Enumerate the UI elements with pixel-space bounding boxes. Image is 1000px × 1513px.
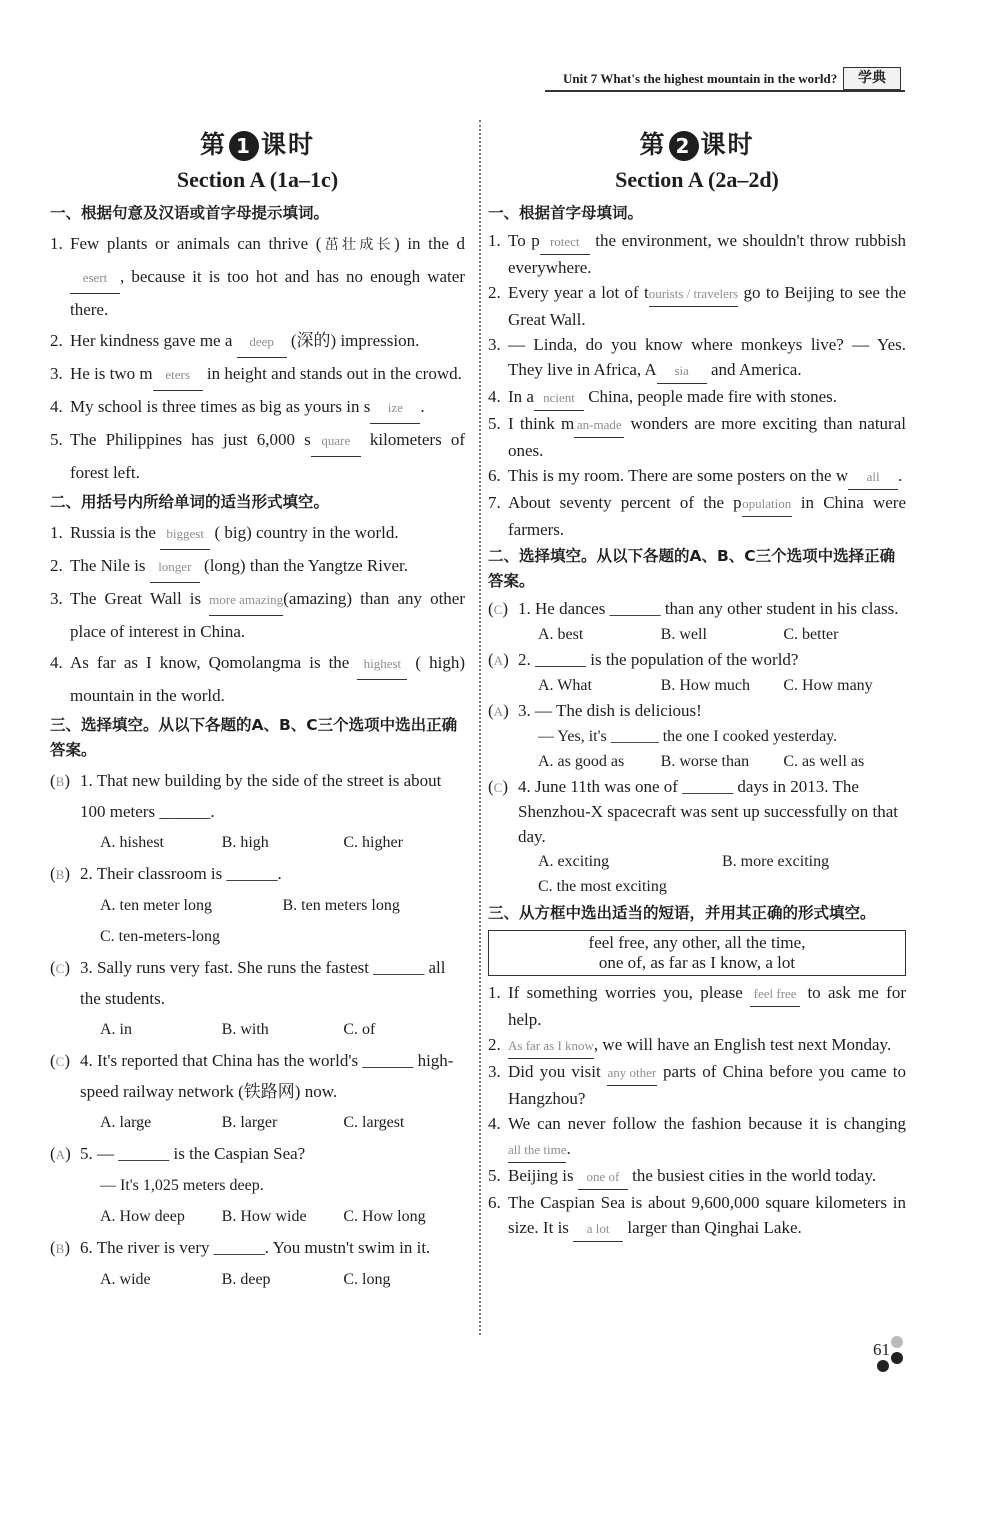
choice-question [50,1045,465,1107]
option: B. ten meters long [282,897,400,914]
choice-question [50,952,465,1014]
answer-letter: B [55,774,65,789]
choice-question [50,1138,465,1170]
question-number: 6. [488,1193,501,1212]
page-number-text: 61 [873,1340,890,1359]
option: C. ten-meters-long [100,928,220,945]
option: B. larger [221,1114,278,1131]
question-text [508,463,906,490]
answer-fill: all [848,464,898,490]
lesson-post: 课时 [261,130,316,159]
question-number: 5. [50,430,63,449]
question-item [488,1163,906,1190]
option: B. with [221,1021,269,1038]
choice-question [488,596,906,622]
choice-question [488,647,906,673]
text-part: As far as I know, Qomolangma is the [70,653,358,672]
choice-question [488,698,906,724]
question-text [70,228,465,325]
question-text [508,1059,906,1111]
question-text [70,424,465,488]
answer-fill: rotect [540,229,590,255]
text-part: Beijing is [508,1166,578,1185]
options-row [50,1170,465,1201]
text-part: The Philippines has just 6,000 s [70,430,311,449]
question-item [50,358,465,391]
options-row [488,673,906,698]
question-item [50,583,465,647]
answer-letter: C [55,1054,65,1069]
answer-slot: (C) [50,1051,71,1070]
text-part: About seventy percent of the p [508,493,742,512]
option: C. better [783,626,839,643]
phrase-line: one of, as far as I know, a lot [598,953,796,972]
question-text: 3. — The dish is delicious! [518,701,702,720]
question-number: 7. [488,493,501,512]
answer-fill: esert [70,262,120,294]
question-item [50,647,465,711]
option: A. hishest [100,834,164,851]
option: A. ten meter long [100,897,212,914]
text-part: The Caspian Sea is about 9,600,000 square kilometers in size. It is [508,1193,906,1237]
answer-fill: deep [237,326,287,358]
question-number: 2. [50,556,63,575]
question-text: 1. That new building by the side of the street is about 100 meters ______. [80,771,442,821]
answer-slot: (A) [488,701,509,720]
question-text [508,332,906,384]
question-item [488,1032,906,1059]
page-number [873,1340,890,1360]
options-row [50,1014,465,1045]
decor-dot-icon [877,1360,889,1372]
option: A. best [538,626,584,643]
part-heading: 二、用括号内所给单词的适当形式填空。 [50,493,330,511]
part-heading: 二、选择填空。从以下各题的A、B、C三个选项中选择正确答案。 [488,547,896,590]
answer-fill: As far as I know [508,1033,594,1059]
page-header [545,66,905,92]
answer-letter: C [493,602,503,617]
text-part: the environment, we shouldn't throw rubbish everywhere. [508,231,906,277]
phrase-line: feel free, any other, all the time, [588,933,806,952]
text-part: If something worries you, please [508,983,751,1002]
answer-fill: opulation [742,491,792,517]
question-number: 2. [50,331,63,350]
question-text: 5. — ______ is the Caspian Sea? [80,1144,306,1163]
option: C. How many [783,677,873,694]
answer-fill: highest [357,648,407,680]
lesson-number: 1 [229,131,259,161]
answer-fill: quare [311,425,361,457]
question-number: 2. [488,283,501,302]
question-item [488,384,906,411]
answer-fill: more amazing [209,584,283,616]
question-item [50,228,465,325]
answer-slot: (B) [50,1238,71,1257]
options-row [50,1264,465,1295]
question-number: 3. [488,1062,501,1081]
answer-fill: longer [150,551,200,583]
answer-letter: C [493,780,503,795]
question-item [50,517,465,550]
question-number: 1. [488,983,501,1002]
text-part: My school is three times as big as yours in s [70,397,371,416]
right-column [488,125,906,1242]
question-item [50,325,465,358]
text-part: , we will have an English test next Monday. [593,1035,892,1054]
answer-slot: (A) [488,650,509,669]
answer-fill: ize [370,392,420,424]
text-part: kilometers of forest left. [70,430,466,482]
question-text [508,980,906,1032]
question-number: 3. [50,364,63,383]
answer-fill: biggest [160,518,210,550]
option: B. worse than [660,753,750,770]
question-number: 3. [50,589,63,608]
option: B. high [221,834,269,851]
text-part: Her kindness gave me a [70,331,237,350]
question-text [70,358,465,391]
text-part: . [898,466,903,485]
options-row [488,874,906,899]
text-part: He is two m [70,364,153,383]
lesson-number: 2 [669,131,699,161]
question-text: 4. June 11th was one of ______ days in 2013. The Shenzhou-X spacecraft was sent up successfully on that day. [518,777,899,846]
option: A. What [538,677,592,694]
answer-slot: (B) [50,771,71,790]
question-number: 4. [50,653,63,672]
text-part: — Linda, do you know where monkeys live? — Yes. They live in Africa, A [508,335,906,379]
option: C. How long [343,1208,426,1225]
question-text: 2. Their classroom is ______. [80,864,282,883]
text-part: We can never follow the fashion because it is changing [508,1114,906,1133]
choice-question [488,774,906,849]
publisher-badge: 学典 [843,67,901,90]
answer-slot: (B) [50,864,71,883]
question-text [70,391,465,424]
option: B. deep [221,1271,271,1288]
text-part: go to Beijing to see the Great Wall. [508,283,906,329]
text-part: Russia is the [70,523,161,542]
options-row [50,827,465,858]
options-row [488,622,906,647]
answer-fill: any other [607,1060,657,1086]
answer-fill: an-made [574,412,624,438]
question-text [508,1163,906,1190]
text-part: . [566,1139,571,1158]
text-part: ( high) mountain in the world. [70,653,465,705]
text-part: China, people made fire with stones. [583,387,838,406]
lesson-pre: 第 [199,130,227,159]
question-text [508,1032,906,1059]
question-text [70,647,465,711]
text-part: Every year a lot of t [508,283,649,302]
question-number: 5. [488,1166,501,1185]
text-part: the busiest cities in the world today. [627,1166,877,1185]
decor-dot-icon [891,1352,903,1364]
text-part: In a [508,387,534,406]
question-item [488,332,906,384]
option: A. as good as [538,753,625,770]
option: A. exciting [538,853,610,870]
answer-slot: (C) [488,599,509,618]
option: B. How much [660,677,750,694]
text-part: and America. [706,360,802,379]
text-part: The Great Wall is [70,589,210,608]
section-title: Section A (1a–1c) [176,167,339,192]
option: C. higher [343,834,403,851]
options-row [50,1201,465,1232]
question-text [508,384,906,411]
decor-dot-icon [891,1336,903,1348]
text-part: parts of China before you came to Hangzhou? [508,1062,906,1108]
question-number: 4. [488,1114,501,1133]
text-part: . [420,397,425,416]
answer-slot: (C) [50,958,71,977]
question-text: 2. ______ is the population of the world? [518,650,799,669]
question-number: 5. [488,414,501,433]
left-column [50,125,465,1295]
option: C. the most exciting [538,878,667,895]
header-rule [545,90,905,92]
answer-fill: one of [578,1164,628,1190]
options-row [488,749,906,774]
question-item [488,980,906,1032]
text-part: in China were farmers. [508,493,906,539]
answer-fill: eters [153,359,203,391]
answer-letter: C [55,961,65,976]
text-part: ( big) country in the world. [210,523,399,542]
options-row [50,890,465,921]
answer-letter: A [493,653,504,668]
part-heading: 三、从方框中选出适当的短语，并用其正确的形式填空。 [488,904,876,922]
options-row [50,1107,465,1138]
header-title: Unit 7 What's the highest mountain in the world? [563,71,838,86]
text-part: Did you visit [508,1062,607,1081]
question-reply: — Yes, it's ______ the one I cooked yesterday. [538,728,838,745]
question-item [50,424,465,488]
answer-slot: (C) [488,777,509,796]
question-reply: — It's 1,025 meters deep. [100,1177,264,1194]
question-text: 3. Sally runs very fast. She runs the fastest ______ all the students. [80,958,446,1008]
question-text: 4. It's reported that China has the world's ______ high-speed railway network (铁路网) now. [80,1051,454,1101]
choice-question [50,858,465,890]
option: A. wide [100,1271,151,1288]
question-number: 1. [50,523,63,542]
question-item [50,391,465,424]
options-row [50,921,465,952]
options-row [488,849,906,874]
part-heading: 三、选择填空。从以下各题的A、B、C三个选项中选出正确答案。 [50,716,458,759]
lesson-post: 课时 [700,130,755,159]
part-heading: 一、根据首字母填词。 [488,204,644,222]
text-part: wonders are more exciting than natural ones. [508,414,906,460]
text-part: I think m [508,414,575,433]
question-text [70,517,465,550]
question-item [488,280,906,332]
text-part: To p [508,231,540,250]
question-text [508,1111,906,1163]
phrase-box [488,930,906,976]
option: A. How deep [100,1208,185,1225]
text-part: in height and stands out in the crowd. [202,364,462,383]
question-text [508,490,906,542]
question-number: 4. [50,397,63,416]
text-part: larger than Qinghai Lake. [623,1218,802,1237]
option: B. well [660,626,707,643]
question-text [70,325,465,358]
option: C. long [343,1271,391,1288]
question-item [488,463,906,490]
question-text: 6. The river is very ______. You mustn't swim in it. [80,1238,431,1257]
lesson-title [50,125,465,165]
answer-slot: (A) [50,1144,71,1163]
answer-fill: all the time [508,1137,566,1163]
question-text [70,550,465,583]
option: B. How wide [221,1208,307,1225]
option: A. in [100,1021,132,1038]
question-item [50,550,465,583]
question-number: 3. [488,335,501,354]
text-part: ) in the d [394,234,466,253]
question-text: 1. He dances ______ than any other student in his class. [518,599,899,618]
question-number: 2. [488,1035,501,1054]
question-item [488,490,906,542]
answer-letter: B [55,867,65,882]
option: A. large [100,1114,152,1131]
column-divider [479,120,481,1335]
lesson-title [488,125,906,165]
answer-fill: ourists / travelers [649,281,739,307]
option: C. as well as [783,753,865,770]
question-number: 6. [488,466,501,485]
question-text [508,411,906,463]
answer-letter: A [55,1147,66,1162]
option: C. of [343,1021,376,1038]
answer-letter: B [55,1241,65,1256]
answer-fill: sia [657,358,707,384]
text-part: (amazing) than any other place of interest in China. [70,589,465,641]
text-part: (深的) impression. [286,331,420,350]
part-heading: 一、根据句意及汉语或首字母提示填词。 [50,204,330,222]
text-part: , because it is too hot and has no enough water there. [70,267,465,319]
choice-question [50,1232,465,1264]
text-part: to ask me for help. [508,983,906,1029]
question-item [488,411,906,463]
question-text [508,280,906,332]
text-part: (long) than the Yangtze River. [199,556,409,575]
question-item [488,1111,906,1163]
question-item [488,228,906,280]
option: B. more exciting [722,853,830,870]
question-item [488,1190,906,1242]
options-row [488,724,906,749]
question-number: 4. [488,387,501,406]
chinese-hint: 茁壮成长 [321,237,395,253]
choice-question [50,765,465,827]
answer-fill: ncient [534,385,584,411]
lesson-pre: 第 [639,130,667,159]
question-text [508,1190,906,1242]
section-title: Section A (2a–2d) [615,167,779,192]
question-number: 1. [50,234,63,253]
answer-fill: feel free [750,981,800,1007]
question-number: 1. [488,231,501,250]
text-part: The Nile is [70,556,150,575]
question-item [488,1059,906,1111]
option: C. largest [343,1114,405,1131]
question-text [508,228,906,280]
answer-fill: a lot [573,1216,623,1242]
answer-letter: A [493,704,504,719]
question-text [70,583,465,647]
text-part: Few plants or animals can thrive ( [70,234,322,253]
text-part: This is my room. There are some posters on the w [508,466,849,485]
